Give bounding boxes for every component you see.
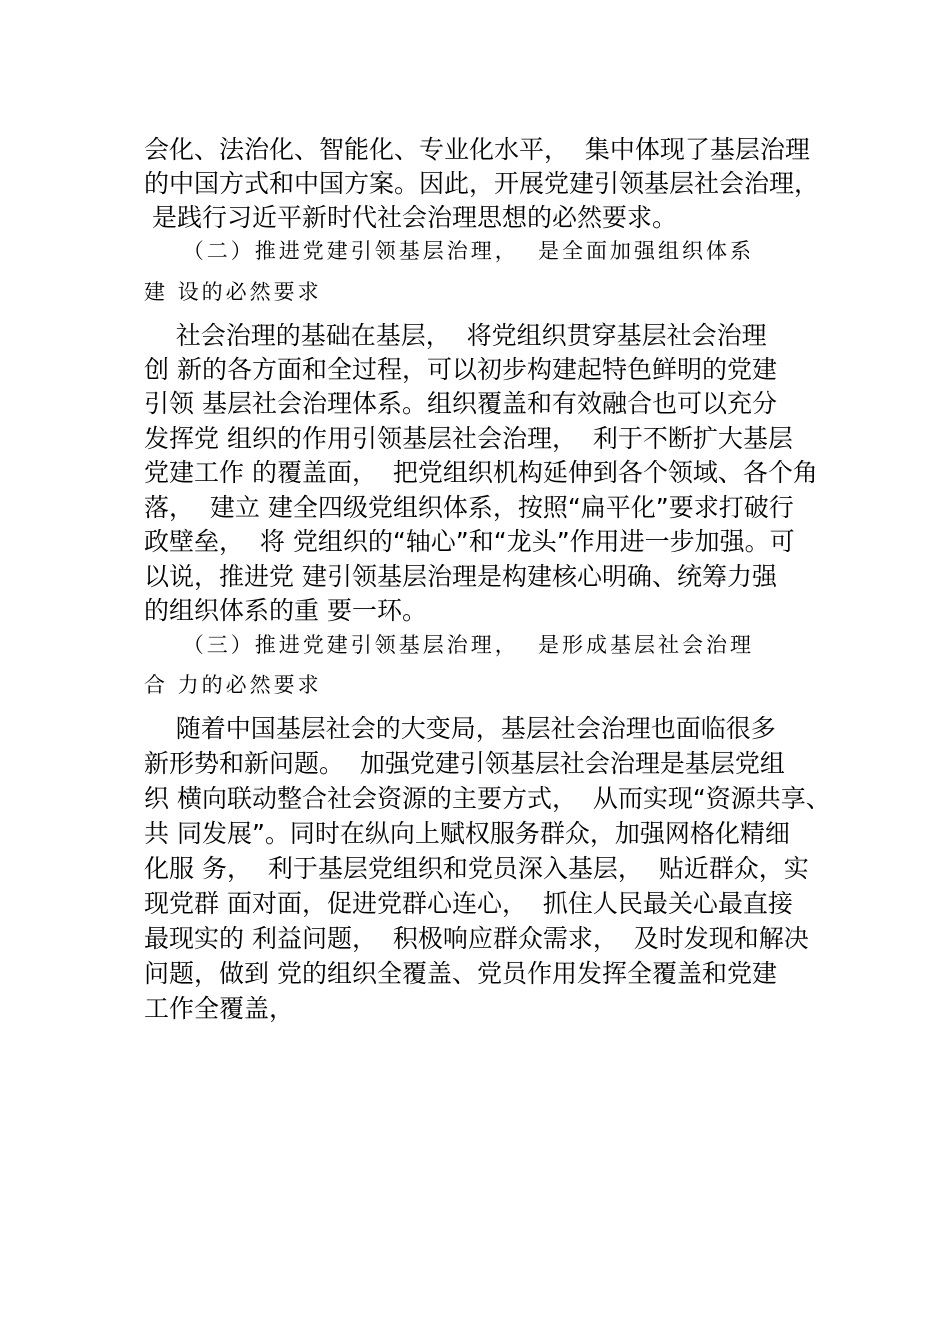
text-line: 引领 基层社会治理体系。组织覆盖和有效融合也可以充分 — [144, 389, 777, 418]
text-line: 现党群 面对面，促进党群心连心， 抓住人民最关心最直接 — [144, 889, 793, 918]
text-line: 发挥党 组织的作用引领基层社会治理， 利于不断扩大基层 — [144, 424, 793, 453]
heading-line: 合 力的必然要求 — [144, 673, 322, 697]
text-line: 的中国方式和中国方案。因此，开展党建引领基层社会治理， — [144, 169, 820, 198]
heading-line: 建 设的必然要求 — [144, 280, 322, 304]
text-line: 新形势和新问题。 加强党建引领基层社会治理是基层党组 — [144, 749, 785, 778]
text-line: 政壁垒， 将 党组织的“轴心”和“龙头”作用进一步加强。可 — [144, 527, 795, 556]
text-line: 织 横向联动整合社会资源的主要方式， 从而实现“资源共享、 — [144, 784, 831, 813]
text-line: 最现实的 利益问题， 积极响应群众需求， 及时发现和解决 — [144, 924, 809, 953]
text-line: 以说，推进党 建引领基层治理是构建核心明确、统筹力强 — [144, 562, 777, 591]
text-line: 党建工作 的覆盖面， 把党组织机构延伸到各个领域、各个角 — [144, 458, 818, 487]
text-line: 落， 建立 建全四级党组织体系，按照“扁平化”要求打破行 — [144, 493, 794, 522]
text-line: 共 同发展”。同时在纵向上赋权服务群众，加强网格化精细 — [144, 819, 790, 848]
text-line: 工作全覆盖， — [144, 994, 295, 1023]
text-line: 随着中国基层社会的大变局，基层社会治理也面临很多 — [144, 714, 776, 743]
text-line: 问题，做到 党的组织全覆盖、党员作用发挥全覆盖和党建 — [144, 959, 777, 988]
text-line: 是践行习近平新时代社会治理思想的必然要求。 — [144, 203, 677, 232]
text-line: 创 新的各方面和全过程，可以初步构建起特色鲜明的党建 — [144, 355, 777, 384]
text-line: 社会治理的基础在基层， 将党组织贯穿基层社会治理 — [144, 321, 767, 350]
text-line: 化服 务， 利于基层党组织和党员深入基层， 贴近群众，实 — [144, 854, 809, 883]
heading-line: （三）推进党建引领基层治理， 是形成基层社会治理 — [144, 633, 755, 657]
heading-line: （二）推进党建引领基层治理， 是全面加强组织体系 — [144, 239, 755, 263]
text-line: 的组织体系的重 要一环。 — [144, 596, 427, 625]
text-line: 会化、法治化、智能化、专业化水平， 集中体现了基层治理 — [144, 135, 810, 164]
